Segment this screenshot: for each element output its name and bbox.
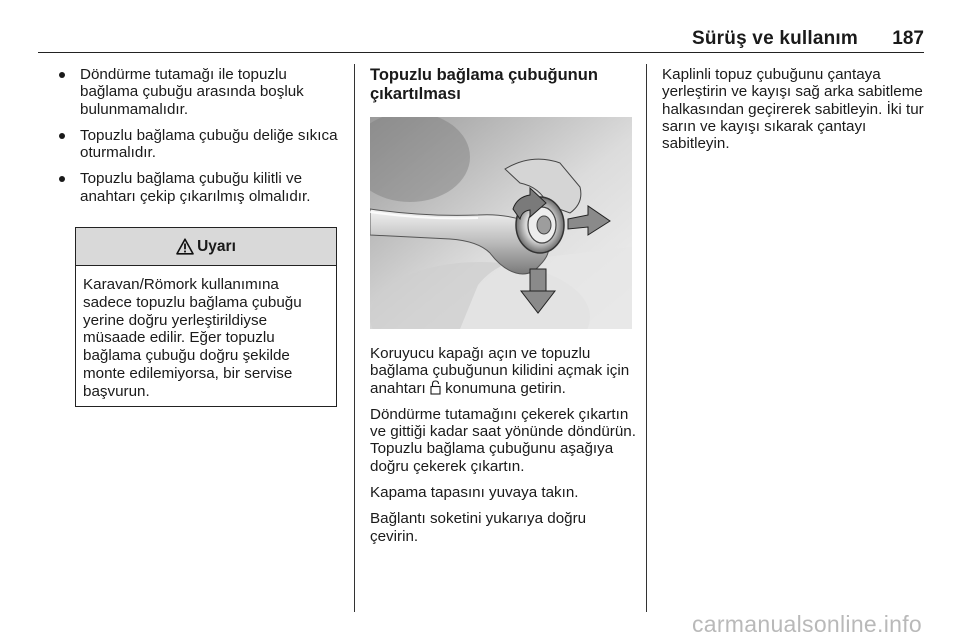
- bullet-icon: [59, 133, 65, 139]
- instruction-paragraph-3: Kapama tapasını yuvaya takın.: [370, 484, 579, 502]
- storage-paragraph: Kaplinli topuz çubuğunu çantaya yerleştirin ve kayışı sağ arka sabitleme halkasından geçirerek sabitleyin. İki tur sarın ve kayışı sıkarak çantayı sabitleyin.: [662, 66, 924, 153]
- instruction-paragraph-1: Koruyucu kapağı açın ve topuzlu bağlama çubuğunun kilidini açmak için anahtarı konumuna getirin.: [370, 345, 630, 397]
- list-item: [80, 170, 348, 205]
- column-divider-1: [354, 64, 355, 612]
- warning-header: [76, 228, 336, 266]
- section-title: Topuzlu bağlama çubuğunun çıkartılması: [370, 66, 598, 103]
- right-column: [662, 66, 927, 161]
- bullet-text: Topuzlu bağlama çubuğu deliğe sıkıca oturmalıdır.: [80, 126, 338, 162]
- instruction-paragraph-2: Döndürme tutamağını çekerek çıkartın ve gittiği kadar saat yönünde döndürün. Topuzlu bağlama çubuğunu aşağıya doğru çekerek çıkartın.: [370, 405, 636, 475]
- bullet-icon: [59, 72, 65, 78]
- warning-body: Karavan/Römork kullanımına sadece topuzlu bağlama çubuğu yerine doğru yerleştirildiyse müsaade edilir. Eğer topuzlu bağlama çubuğu doğru şekilde monte edilemiyorsa, bir servise başvurun.: [83, 276, 302, 400]
- bullet-icon: [59, 176, 65, 182]
- warning-title: Uyarı: [197, 237, 236, 255]
- bullet-text: Döndürme tutamağı ile topuzlu bağlama çubuğu arasında boşluk bulunmamalıdır.: [80, 66, 304, 118]
- list-item: [80, 127, 348, 162]
- left-column: [80, 66, 348, 214]
- unlock-icon: [430, 380, 441, 395]
- bullet-list: [80, 66, 348, 205]
- header-title: Sürüş ve kullanım: [691, 28, 858, 49]
- tow-bar-removal-illustration: [370, 117, 632, 329]
- warning-box: [75, 227, 337, 407]
- warning-triangle-icon: [176, 238, 194, 255]
- page-number: 187: [892, 28, 924, 49]
- column-divider-2: [646, 64, 647, 612]
- site-watermark: carmanualsonline.info: [691, 611, 922, 637]
- bullet-text: Topuzlu bağlama çubuğu kilitli ve anahtarı çekip çıkarılmış olmalıdır.: [80, 170, 311, 205]
- middle-column: [370, 66, 638, 554]
- page-header: [38, 24, 924, 53]
- instruction-paragraph-4: Bağlantı soketini yukarıya doğru çevirin.: [370, 510, 587, 545]
- list-item: [80, 66, 348, 118]
